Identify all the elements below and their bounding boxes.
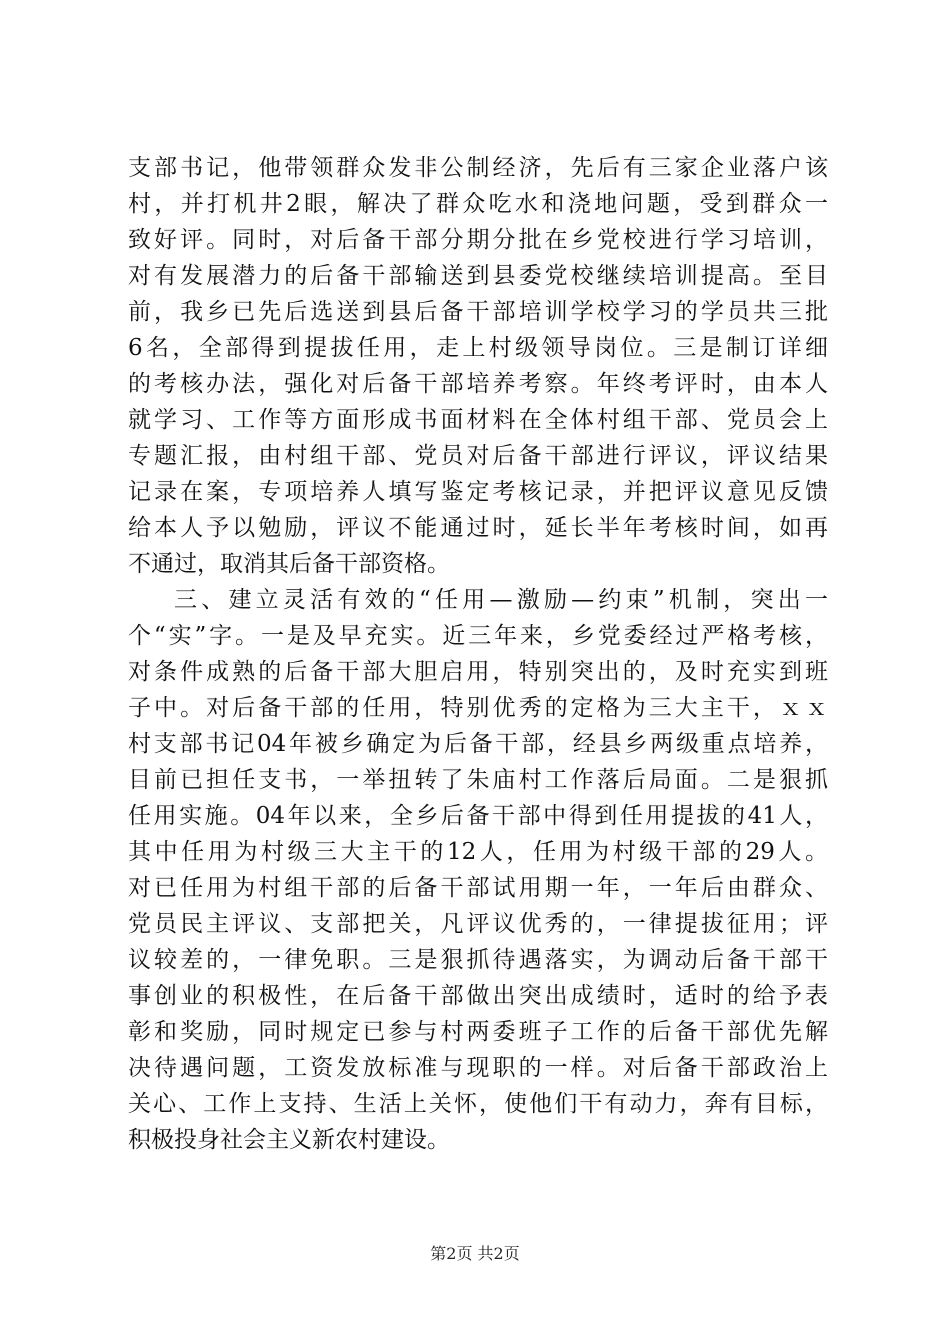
text-line: 其中任用为村级三大主干的12人，任用为村级干部的29人。: [128, 839, 828, 865]
text-line: 6名，全部得到提拔任用，走上村级领导岗位。三是制订详细: [128, 335, 828, 361]
text-line: 不通过，取消其后备干部资格。: [128, 551, 450, 577]
text-line: 个“实”字。一是及早充实。近三年来，乡党委经过严格考核，: [128, 623, 828, 649]
text-line: 党员民主评议、支部把关，凡评议优秀的，一律提拔征用；评: [128, 911, 828, 937]
text-line: 事创业的积极性，在后备干部做出突出成绩时，适时的给予表: [128, 983, 828, 1009]
text-line: 对条件成熟的后备干部大胆启用，特别突出的，及时充实到班: [128, 659, 828, 685]
text-line: 记录在案，专项培养人填写鉴定考核记录，并把评议意见反馈: [128, 479, 828, 505]
text-line: 村，并打机井2眼，解决了群众吃水和浇地问题，受到群众一: [128, 191, 828, 217]
text-line: 前，我乡已先后选送到县后备干部培训学校学习的学员共三批: [128, 299, 828, 325]
text-line: 支部书记，他带领群众发非公制经济，先后有三家企业落户该: [128, 155, 828, 181]
text-line: 子中。对后备干部的任用，特别优秀的定格为三大主干，ｘｘ: [128, 695, 828, 721]
document-body: [128, 150, 828, 1158]
text-line: 就学习、工作等方面形成书面材料在全体村组干部、党员会上: [128, 407, 828, 433]
text-line: 目前已担任支书，一举扭转了朱庙村工作落后局面。二是狠抓: [128, 767, 828, 793]
paragraph-first-line: 三、建立灵活有效的“任用—激励—约束”机制，突出一: [174, 587, 828, 613]
text-line: 决待遇问题，工资发放标准与现职的一样。对后备干部政治上: [128, 1055, 828, 1081]
page-footer: [0, 1244, 950, 1264]
text-line: 任用实施。04年以来，全乡后备干部中得到任用提拔的41人，: [128, 803, 828, 829]
text-line: 对有发展潜力的后备干部输送到县委党校继续培训提高。至目: [128, 263, 828, 289]
text-line: 积极投身社会主义新农村建设。: [128, 1127, 450, 1153]
text-line: 专题汇报，由村组干部、党员对后备干部进行评议，评议结果: [128, 443, 828, 469]
text-line: 村支部书记04年被乡确定为后备干部，经县乡两级重点培养，: [128, 731, 828, 757]
page-number-label: 第2页 共2页: [430, 1244, 520, 1263]
text-line: 对已任用为村组干部的后备干部试用期一年，一年后由群众、: [128, 875, 828, 901]
text-line: 关心、工作上支持、生活上关怀，使他们干有动力，奔有目标，: [128, 1091, 828, 1117]
text-line: 彰和奖励，同时规定已参与村两委班子工作的后备干部优先解: [128, 1019, 828, 1045]
text-line: 议较差的，一律免职。三是狠抓待遇落实，为调动后备干部干: [128, 947, 828, 973]
text-line: 的考核办法，强化对后备干部培养考察。年终考评时，由本人: [128, 371, 828, 397]
text-line: 致好评。同时，对后备干部分期分批在乡党校进行学习培训，: [128, 227, 828, 253]
text-line: 给本人予以勉励，评议不能通过时，延长半年考核时间，如再: [128, 515, 828, 541]
